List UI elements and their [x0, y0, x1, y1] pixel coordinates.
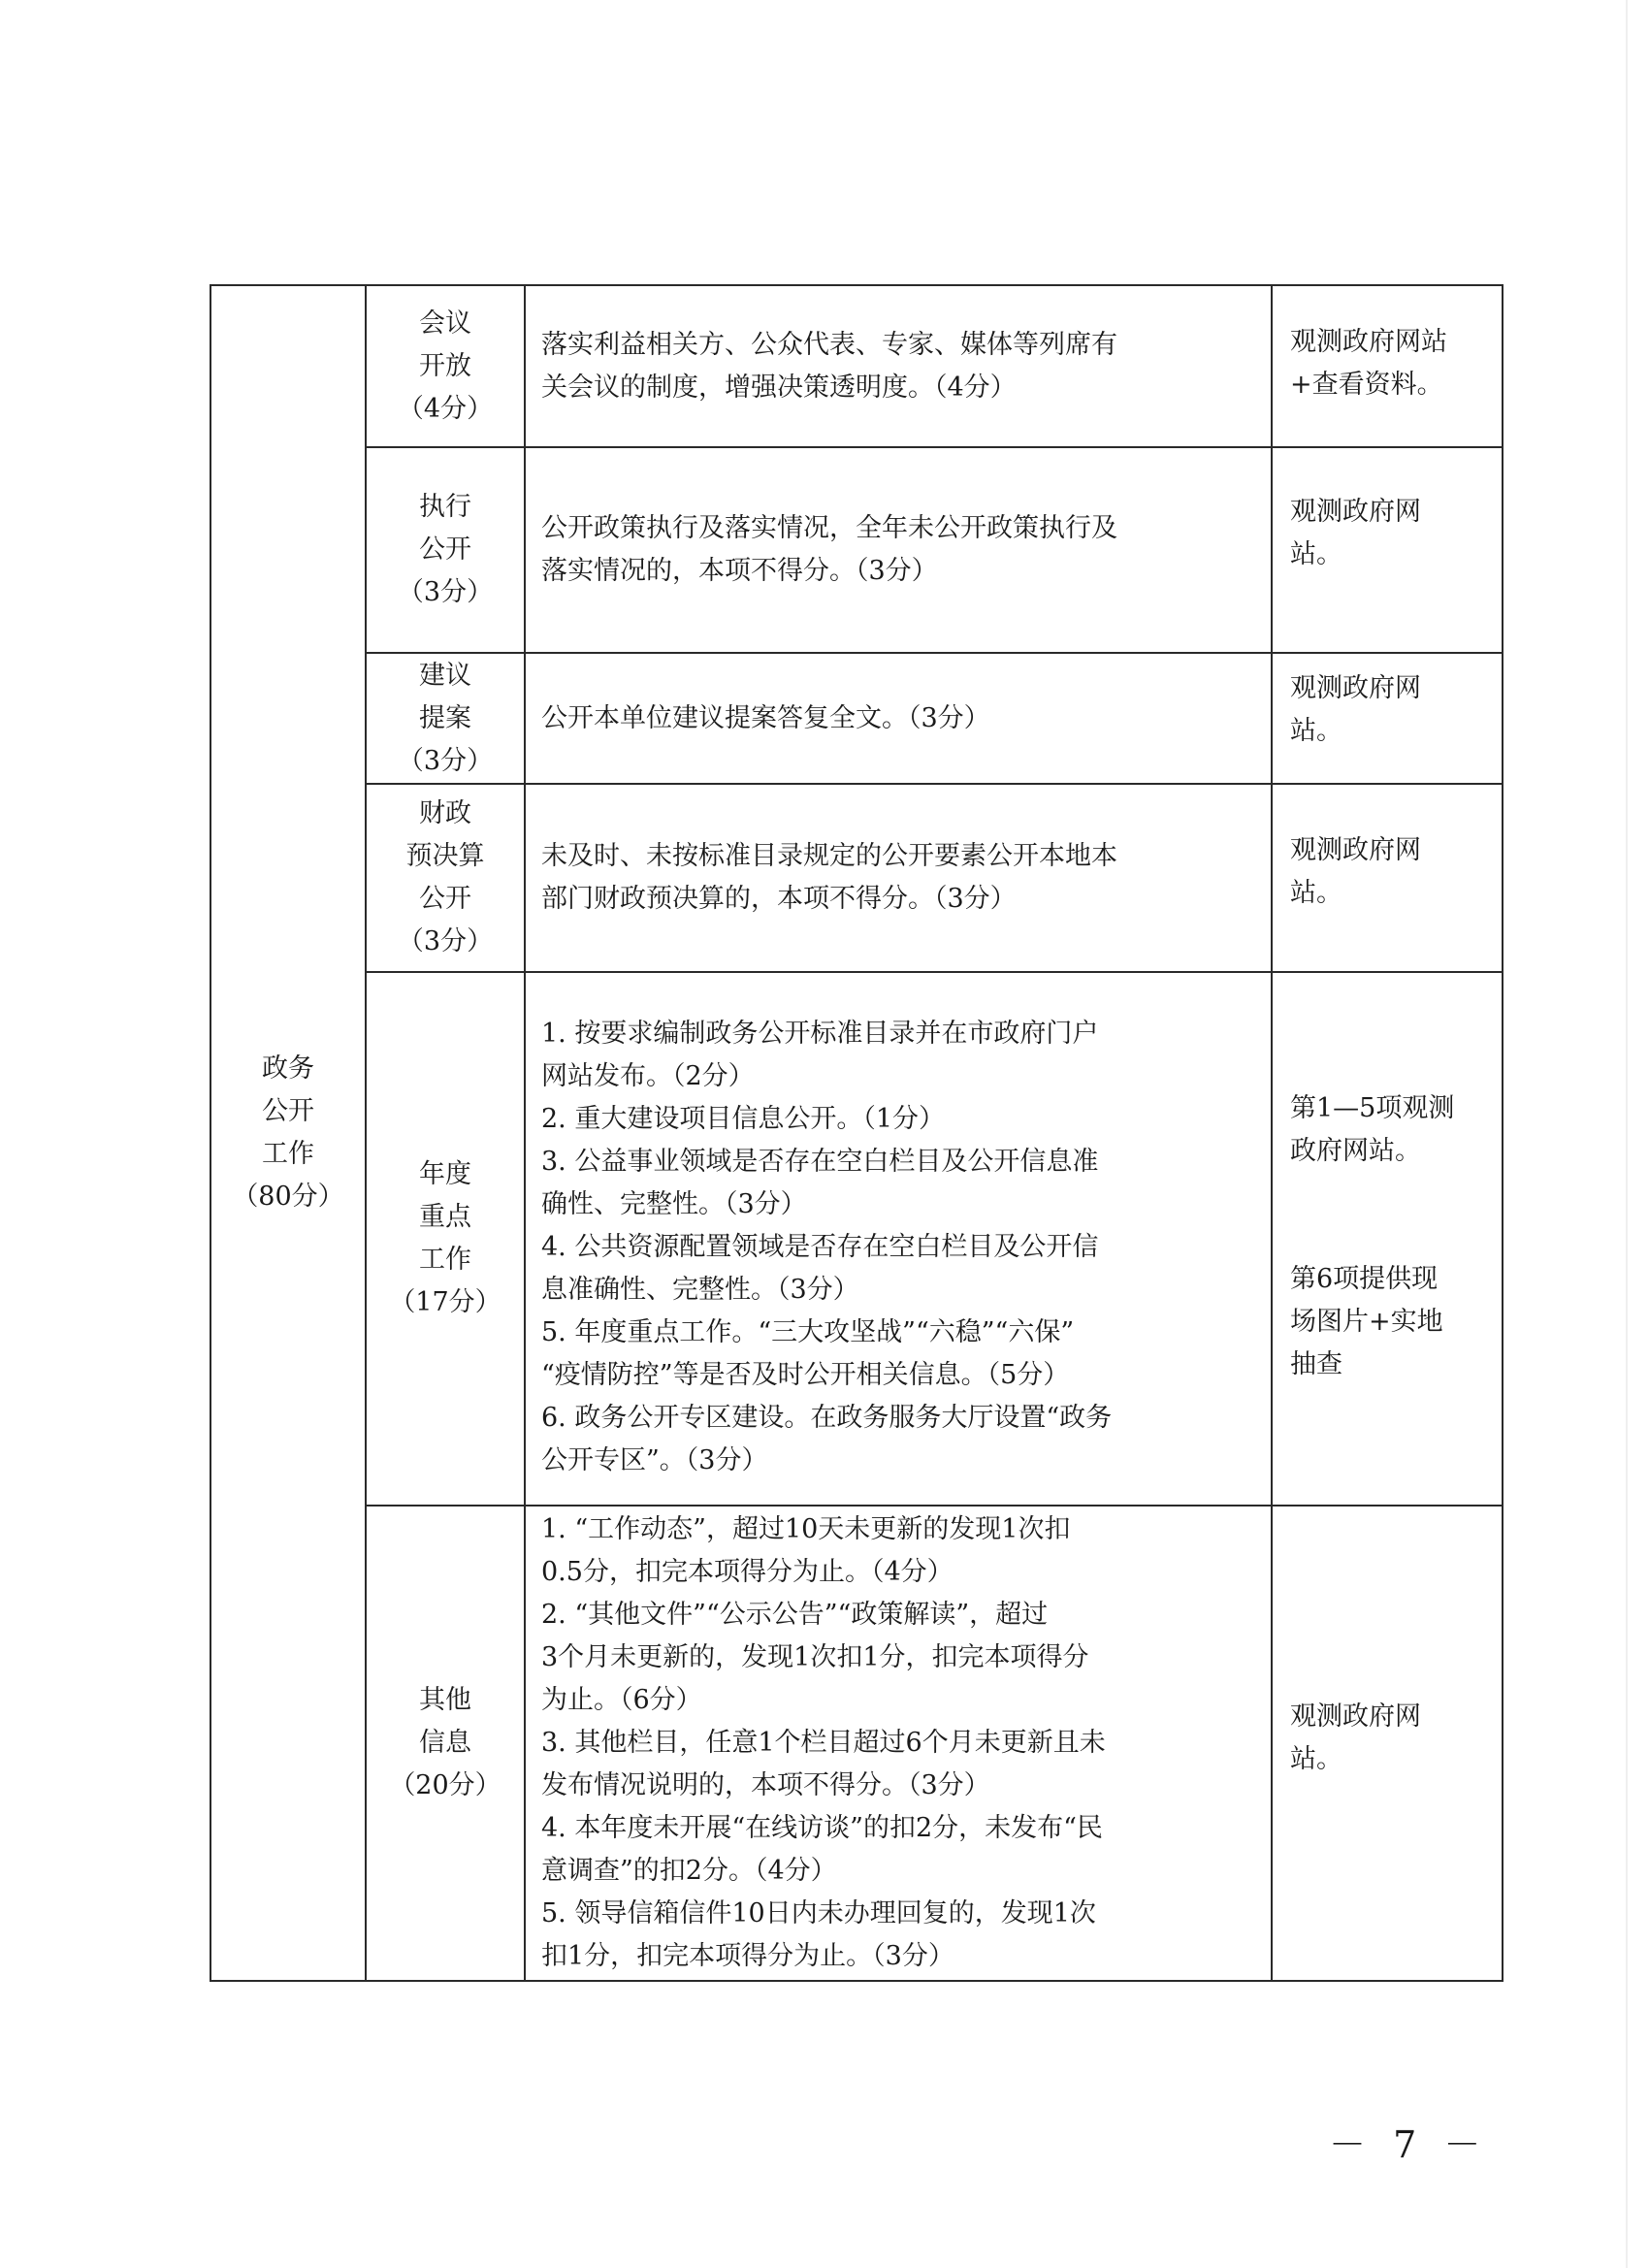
- method-line: 站。: [1290, 878, 1342, 908]
- content-line: 6. 政务公开专区建设。在政务服务大厅设置“政务: [541, 1403, 1113, 1433]
- content-line: 扣1分，扣完本项得分为止。（3分）: [541, 1941, 954, 1971]
- item-cell: [366, 653, 525, 784]
- content-line: 3个月未更新的，发现1次扣1分，扣完本项得分: [541, 1642, 1089, 1672]
- content-line: 关会议的制度，增强决策透明度。（4分）: [541, 372, 1017, 403]
- method-line: 观测政府网站: [1290, 327, 1447, 357]
- content-line: 1. 按要求编制政务公开标准目录并在市政府门户: [541, 1019, 1099, 1049]
- table-row: [210, 784, 1503, 972]
- method-cell: [1272, 447, 1503, 653]
- table-row: [210, 653, 1503, 784]
- content-line: 确性、完整性。（3分）: [541, 1189, 807, 1219]
- table-row: [210, 447, 1503, 653]
- content-line: 2. 重大建设项目信息公开。（1分）: [541, 1104, 946, 1134]
- content-line: 部门财政预决算的，本项不得分。（3分）: [541, 884, 1017, 914]
- content-line: 网站发布。（2分）: [541, 1061, 755, 1091]
- content-line: 5. 领导信箱信件10日内未办理回复的，发现1次: [541, 1898, 1096, 1928]
- method-line: 站。: [1290, 1744, 1342, 1774]
- method-cell: [1272, 653, 1503, 784]
- content-cell: [525, 447, 1272, 653]
- method-cell: [1272, 972, 1503, 1506]
- page-edge-line: [1626, 0, 1628, 2268]
- category-cell: [210, 285, 366, 1981]
- item-cell: [366, 285, 525, 447]
- method-spacer: [1290, 1173, 1494, 1258]
- table-row: [210, 1506, 1503, 1981]
- table-row: [210, 972, 1503, 1506]
- content-line: 4. 公共资源配置领域是否存在空白栏目及公开信: [541, 1232, 1099, 1262]
- content-line: 5. 年度重点工作。“三大攻坚战”“六稳”“六保”: [541, 1317, 1075, 1347]
- item-cell: [366, 972, 525, 1506]
- method-line: 政府网站。: [1290, 1136, 1421, 1166]
- content-cell: [525, 972, 1272, 1506]
- method-line: 观测政府网: [1290, 1701, 1421, 1732]
- content-line: 落实利益相关方、公众代表、专家、媒体等列席有: [541, 329, 1117, 360]
- content-line: 息准确性、完整性。（3分）: [541, 1275, 859, 1305]
- content-cell: [525, 285, 1272, 447]
- content-line: 公开本单位建议提案答复全文。（3分）: [541, 702, 990, 733]
- item-label: 执行 公开 （3分）: [397, 492, 494, 607]
- content-line: 1. “工作动态”，超过10天未更新的发现1次扣: [541, 1514, 1071, 1544]
- item-label: 建议 提案 （3分）: [397, 660, 494, 776]
- content-line: 为止。（6分）: [541, 1685, 702, 1715]
- content-line: “疫情防控”等是否及时公开相关信息。（5分）: [541, 1360, 1070, 1390]
- content-line: 未及时、未按标准目录规定的公开要素公开本地本: [541, 841, 1117, 871]
- table-row: [210, 285, 1503, 447]
- content-line: 0.5分，扣完本项得分为止。（4分）: [541, 1557, 954, 1587]
- item-cell: [366, 784, 525, 972]
- content-line: 落实情况的，本项不得分。（3分）: [541, 556, 938, 586]
- content-line: 3. 公益事业领域是否存在空白栏目及公开信息准: [541, 1147, 1099, 1177]
- content-cell: [525, 784, 1272, 972]
- item-label: 会议 开放 （4分）: [397, 308, 494, 424]
- method-line: 观测政府网: [1290, 835, 1421, 865]
- method-line: 观测政府网: [1290, 673, 1421, 703]
- method-cell: [1272, 285, 1503, 447]
- method-line: 站。: [1290, 716, 1342, 746]
- method-line: +查看资料。: [1290, 370, 1443, 400]
- item-cell: [366, 447, 525, 653]
- content-line: 2. “其他文件”“公示公告”“政策解读”，超过: [541, 1600, 1049, 1630]
- method-cell: [1272, 784, 1503, 972]
- method-line: 抽查: [1290, 1349, 1342, 1379]
- method-cell: [1272, 1506, 1503, 1981]
- content-line: 4. 本年度未开展“在线访谈”的扣2分，未发布“民: [541, 1813, 1103, 1843]
- content-line: 发布情况说明的，本项不得分。（3分）: [541, 1770, 990, 1800]
- category-label: 政务 公开 工作 （80分）: [232, 1053, 344, 1212]
- item-label: 年度 重点 工作 （17分）: [389, 1159, 501, 1317]
- method-line: 第1—5项观测: [1290, 1093, 1455, 1123]
- method-line: 站。: [1290, 539, 1342, 569]
- method-line: 观测政府网: [1290, 497, 1421, 527]
- content-line: 意调查”的扣2分。（4分）: [541, 1856, 837, 1886]
- evaluation-table: [210, 284, 1504, 1982]
- content-line: 3. 其他栏目，任意1个栏目超过6个月未更新且未: [541, 1728, 1106, 1758]
- item-cell: [366, 1506, 525, 1981]
- content-cell: [525, 653, 1272, 784]
- content-line: 公开专区”。（3分）: [541, 1445, 768, 1475]
- page-number: － 7 －: [1329, 2123, 1489, 2166]
- method-line: 第6项提供现: [1290, 1264, 1439, 1294]
- item-label: 财政 预决算 公开 （3分）: [397, 798, 494, 956]
- method-line: 场图片+实地: [1290, 1307, 1443, 1337]
- content-cell: [525, 1506, 1272, 1981]
- item-label: 其他 信息 （20分）: [389, 1685, 501, 1800]
- content-line: 公开政策执行及落实情况，全年未公开政策执行及: [541, 513, 1117, 543]
